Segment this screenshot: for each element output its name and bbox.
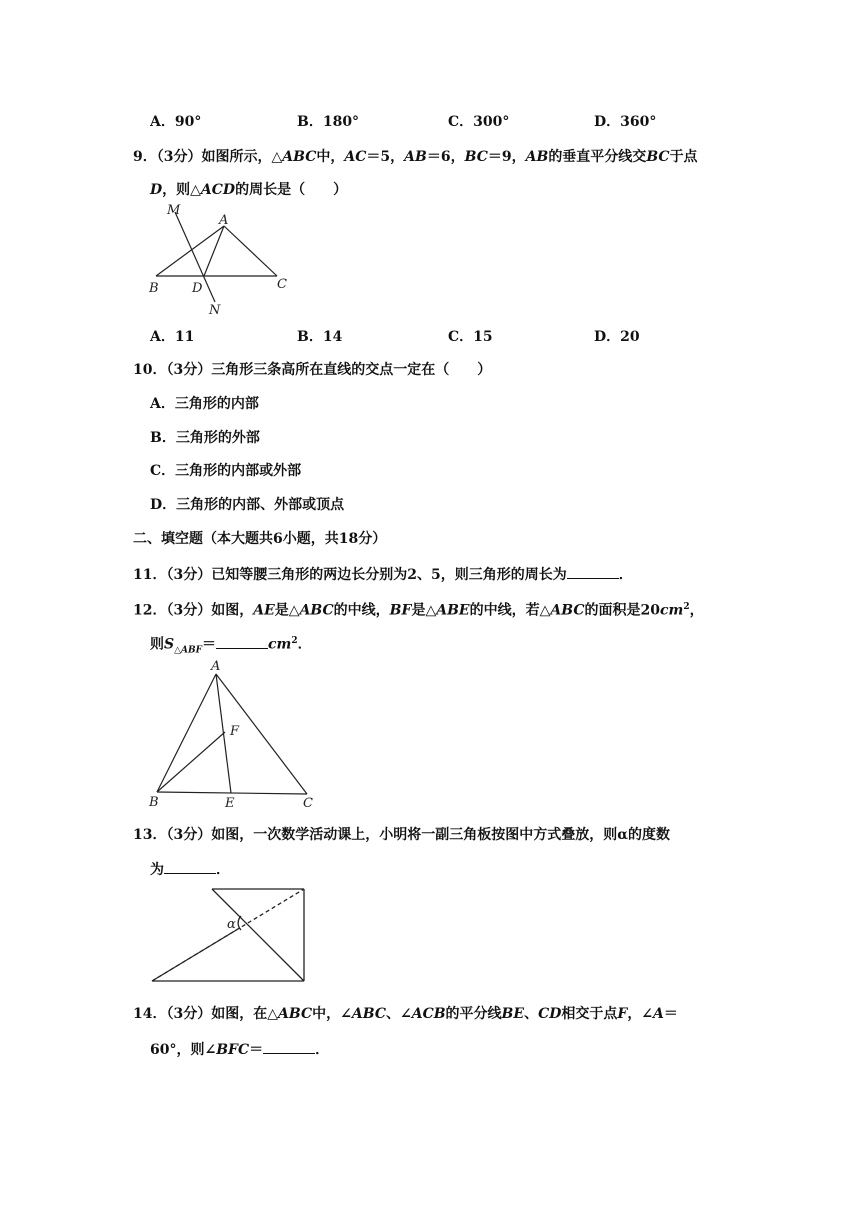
q12-label-c: C: [303, 796, 313, 811]
q12-text: ABC: [299, 602, 334, 619]
q9-text: AB: [525, 149, 549, 165]
q12-text: 的中线，若△: [469, 602, 551, 619]
q12-text: 是△: [274, 602, 300, 619]
q14-text: 如图，在△: [211, 1006, 279, 1022]
q12-label-b: B: [149, 795, 159, 810]
q12-text: 2: [291, 636, 298, 646]
q9-label-d: D: [192, 281, 203, 296]
q11-text: 已知等腰三角形的两边长分别为2、5，则三角形的周长为: [211, 567, 567, 583]
q9-text: ＝9，: [487, 149, 526, 165]
q9-text: ＝6，: [426, 149, 465, 165]
q8-option-b: B．180°: [297, 114, 360, 130]
q10-score: （3分）: [166, 362, 212, 378]
q9-option-c: C．15: [448, 329, 493, 345]
q9-text: ＝5，: [366, 149, 405, 165]
q14-text: 60°，则∠: [150, 1042, 217, 1058]
q9-text: BC: [464, 149, 488, 165]
q9-text: 如图所示，△: [201, 149, 283, 165]
q14-text: ，∠: [627, 1006, 654, 1022]
q12-text: 的面积是20: [584, 602, 660, 619]
q14-text: ＝: [249, 1042, 264, 1058]
q9-label-m: M: [167, 203, 181, 218]
q9-option-d: D．20: [594, 329, 640, 345]
q12-label-f: F: [230, 724, 240, 739]
q14-line1: [133, 1005, 678, 1023]
q9-text: ABC: [282, 149, 317, 165]
q11-number: 11．: [133, 567, 167, 583]
q12-text: 2: [683, 602, 690, 612]
q14-text: BFC: [216, 1042, 250, 1058]
q12-text: △ABF: [174, 645, 203, 656]
q14-text: ABC: [351, 1006, 386, 1022]
q10-number: 10．: [133, 362, 167, 378]
q12-text: ，: [689, 602, 704, 619]
q9-option-a: A．11: [150, 329, 195, 345]
q10-option-a: A．三角形的内部: [150, 396, 259, 412]
q12-text: ．: [297, 636, 312, 653]
q12-text: 的中线，: [333, 602, 390, 619]
q9-score: （3分）: [156, 149, 202, 165]
q9-text: AB: [404, 149, 427, 165]
q14-text: CD: [538, 1006, 562, 1022]
section-2-title: 二、填空题（本大题共6小题，共18分）: [133, 531, 387, 547]
q14-text: 的平分线: [445, 1006, 502, 1022]
q9-label-c: C: [277, 277, 287, 292]
q14-text: A: [653, 1006, 664, 1022]
q10-option-d: D．三角形的内部、外部或顶点: [150, 497, 345, 513]
q9-label-b: B: [149, 281, 159, 296]
q12-text: 是△: [411, 602, 437, 619]
q14-line2: [150, 1039, 329, 1059]
q12-text: AE: [253, 602, 275, 619]
q13-text: ．: [216, 862, 230, 878]
q8-option-d: D．360°: [594, 114, 657, 130]
q11-score: （3分）: [166, 567, 212, 583]
q14-text: ABC: [278, 1006, 313, 1022]
q13-label-alpha: α: [227, 917, 236, 932]
q12-text: BF: [389, 602, 412, 619]
q14-text: ＝: [663, 1006, 678, 1022]
q14-text: 、: [524, 1006, 539, 1022]
q12-text: S: [164, 636, 175, 653]
q9-text: 于点: [669, 149, 698, 165]
q9-text: AC: [344, 149, 367, 165]
q14-text: 相交于点: [561, 1006, 618, 1022]
q12-label-e: E: [225, 796, 235, 811]
q12-text: ABC: [550, 602, 585, 619]
q14-text: BE: [501, 1006, 525, 1022]
q10-option-c: C．三角形的内部或外部: [150, 463, 302, 479]
q8-option-a: A．90°: [150, 114, 202, 130]
q12-text: cm: [659, 602, 684, 619]
q14-answer-blank: [263, 1039, 315, 1054]
q9-label-a: A: [219, 213, 229, 228]
q13-text: 如图，一次数学活动课上，小明将一副三角板按图中方式叠放，则α的度数: [211, 827, 671, 843]
q12-text: ＝: [202, 636, 217, 653]
q10-text: 三角形三条高所在直线的交点一定在（ ）: [211, 362, 492, 378]
q9-option-b: B．14: [297, 329, 343, 345]
q14-text: 、∠: [385, 1006, 412, 1022]
q12-text: 则: [150, 636, 164, 653]
q9-number: 9．: [133, 149, 157, 165]
q9-text: 的周长是（ ）: [235, 182, 348, 198]
q12-score: （3分）: [166, 602, 212, 619]
q9-label-n: N: [209, 303, 221, 318]
q11-text: ．: [618, 567, 633, 583]
q13-set-squares: [152, 889, 304, 981]
q13-text: 为: [150, 862, 164, 878]
q9-text: 的垂直平分线交: [548, 149, 647, 165]
q9-text: D: [150, 182, 163, 198]
q14-text: F: [617, 1006, 628, 1022]
q14-text: ACB: [411, 1006, 446, 1022]
q13-score: （3分）: [166, 827, 212, 843]
q13-number: 13．: [133, 827, 167, 843]
q9-text: 中，: [316, 149, 345, 165]
q12-number: 12．: [133, 602, 167, 619]
q9-text: ACD: [200, 182, 236, 198]
q9-text: BC: [646, 149, 670, 165]
q12-text: 如图，: [211, 602, 254, 619]
q14-text: 中，∠: [312, 1006, 352, 1022]
q9-text: ，则△: [162, 182, 201, 198]
q12-text: cm: [268, 636, 292, 653]
q12-label-a: A: [211, 659, 221, 674]
q14-text: ．: [315, 1042, 330, 1058]
q12-text: ABE: [436, 602, 470, 619]
q8-option-c: C．300°: [448, 114, 510, 130]
q14-number: 14．: [133, 1006, 167, 1022]
q14-score: （3分）: [166, 1006, 212, 1022]
q10-option-b: B．三角形的外部: [150, 430, 260, 446]
